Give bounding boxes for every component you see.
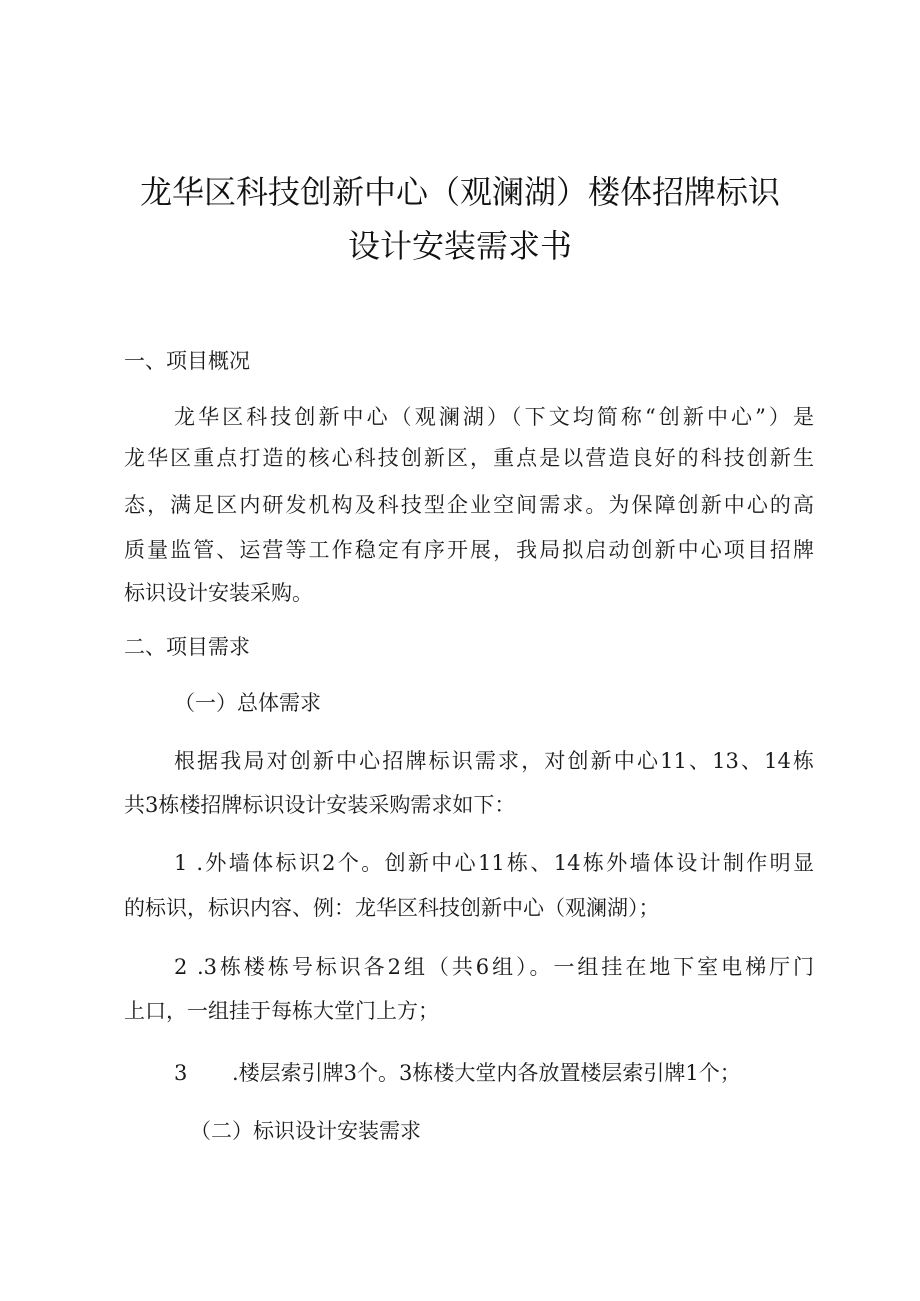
list-item-3-number: 3 [174,1061,188,1085]
subsection-1-heading: （一）总体需求 [174,691,321,715]
list-item-1-line: 的标识，标识内容、例：龙华区科技创新中心（观澜湖）； [124,896,660,920]
paragraph-line: 龙华区重点打造的核心科技创新区，重点是以营造良好的科技创新生 [124,446,814,470]
list-item-2-line: 2 .3栋楼栋号标识各2组（共6组）。一组挂在地下室电梯厅门 [174,955,814,979]
paragraph-line: 标识设计安装采购。 [124,581,313,605]
list-item-3-text: .楼层索引牌3个。3栋楼大堂内各放置楼层索引牌1个； [232,1061,741,1085]
subsection-2-heading: （二）标识设计安装需求 [190,1119,421,1143]
paragraph-line: 共3栋楼招牌标识设计安装采购需求如下： [124,793,516,817]
paragraph-line: 龙华区科技创新中心（观澜湖）（下文均简称“创新中心”）是 [174,405,814,429]
section-2-heading: 二、项目需求 [124,635,250,659]
list-item-1-line: 1 .外墙体标识2个。创新中心11栋、14栋外墙体设计制作明显 [174,851,814,875]
section-1-heading: 一、项目概况 [124,349,250,373]
list-item-2-line: 上口，一组挂于每栋大堂门上方； [124,999,439,1023]
document-title-line-1: 龙华区科技创新中心（观澜湖）楼体招牌标识 [139,173,780,211]
paragraph-line: 根据我局对创新中心招牌标识需求，对创新中心11、13、14栋 [174,749,814,773]
document-title-line-2: 设计安装需求书 [347,227,572,265]
paragraph-line: 质量监管、运营等工作稳定有序开展，我局拟启动创新中心项目招牌 [124,538,814,562]
paragraph-line: 态，满足区内研发机构及科技型企业空间需求。为保障创新中心的高 [124,493,814,517]
